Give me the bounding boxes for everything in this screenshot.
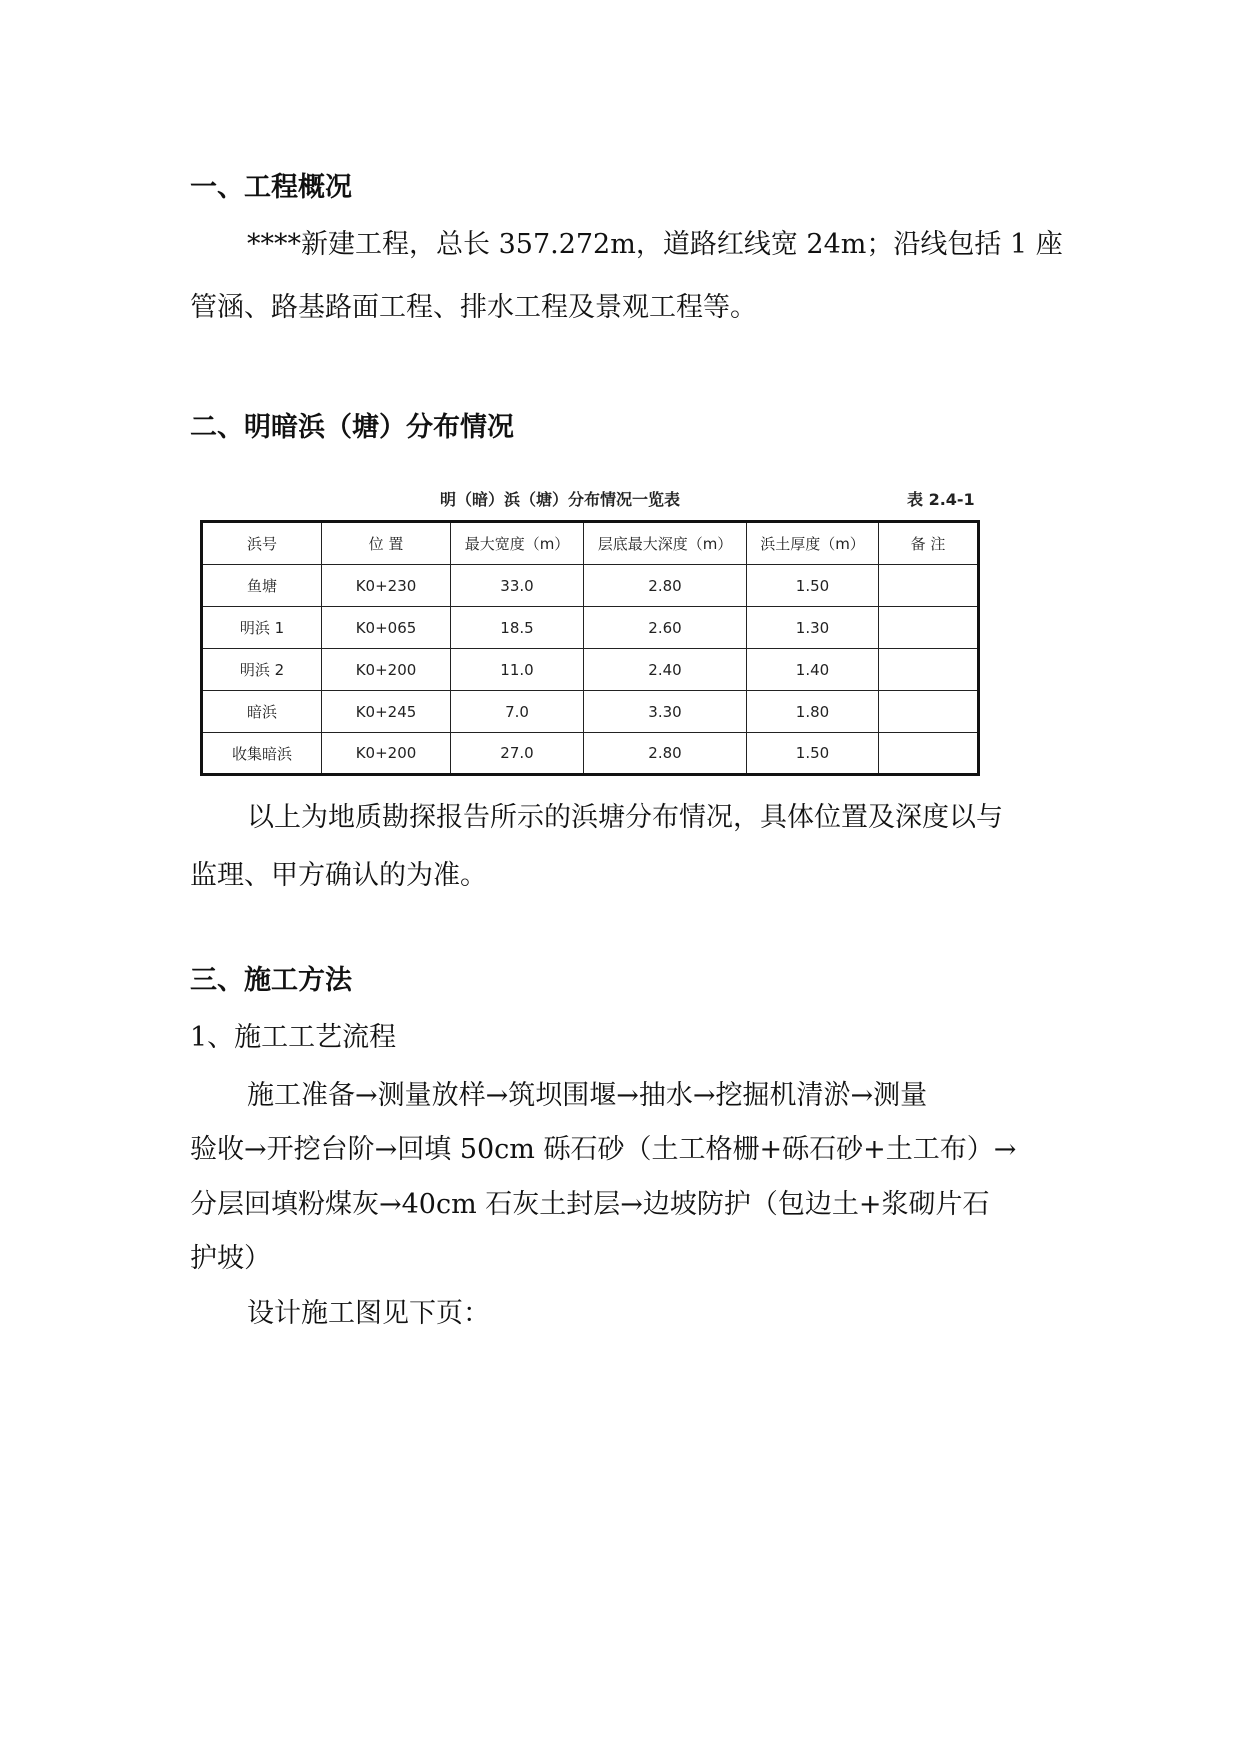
table-cell: 明浜 2 — [202, 649, 322, 691]
table-cell: 3.30 — [584, 691, 747, 733]
table-cell: 18.5 — [451, 607, 584, 649]
table-cell: K0+200 — [322, 733, 451, 775]
table-cell — [879, 691, 979, 733]
header-cell: 位 置 — [322, 522, 451, 565]
table-cell: 1.30 — [747, 607, 879, 649]
table-number: 表 2.4-1 — [907, 490, 975, 509]
section-heading-distribution: 二、明暗浜（塘）分布情况 — [190, 412, 514, 443]
header-cell: 层底最大深度（m） — [584, 522, 747, 565]
process-flow-line-3: 分层回填粉煤灰→40cm 石灰土封层→边坡防护（包边土+浆砌片石 — [190, 1189, 990, 1220]
table-cell: 2.40 — [584, 649, 747, 691]
distribution-table — [200, 520, 980, 776]
table-note-line-2: 监理、甲方确认的为准。 — [190, 860, 487, 891]
table-row — [202, 565, 979, 607]
table-cell — [879, 733, 979, 775]
table-cell: K0+230 — [322, 565, 451, 607]
table-note-line-1: 以上为地质勘探报告所示的浜塘分布情况，具体位置及深度以与 — [247, 802, 1003, 833]
table-cell — [879, 607, 979, 649]
table-cell: 暗浜 — [202, 691, 322, 733]
table-cell: K0+200 — [322, 649, 451, 691]
design-drawing-note: 设计施工图见下页： — [247, 1298, 490, 1329]
table-cell: 2.80 — [584, 733, 747, 775]
table-cell: 1.50 — [747, 565, 879, 607]
table-row — [202, 733, 979, 775]
table-cell: 11.0 — [451, 649, 584, 691]
table-cell: 1.40 — [747, 649, 879, 691]
section-heading-method: 三、施工方法 — [190, 965, 352, 996]
section-heading-overview: 一、工程概况 — [190, 172, 352, 203]
overview-line-1: ****新建工程，总长 357.272m，道路红线宽 24m；沿线包括 1 座 — [247, 229, 1063, 260]
table-cell: 33.0 — [451, 565, 584, 607]
table-row — [202, 649, 979, 691]
table-cell: 鱼塘 — [202, 565, 322, 607]
table-cell — [879, 649, 979, 691]
overview-line-2: 管涵、路基路面工程、排水工程及景观工程等。 — [190, 292, 757, 323]
subheading-process-flow: 1、施工工艺流程 — [190, 1022, 397, 1053]
table-row — [202, 607, 979, 649]
table-cell — [879, 565, 979, 607]
table-cell: 2.80 — [584, 565, 747, 607]
process-flow-line-1: 施工准备→测量放样→筑坝围堰→抽水→挖掘机清淤→测量 — [247, 1080, 928, 1111]
table-cell: 7.0 — [451, 691, 584, 733]
table-title: 明（暗）浜（塘）分布情况一览表 — [440, 490, 681, 509]
table-cell: 27.0 — [451, 733, 584, 775]
table-cell: 收集暗浜 — [202, 733, 322, 775]
header-cell: 备 注 — [879, 522, 979, 565]
table-cell: 明浜 1 — [202, 607, 322, 649]
header-cell: 浜号 — [202, 522, 322, 565]
table-cell: K0+245 — [322, 691, 451, 733]
header-cell: 最大宽度（m） — [451, 522, 584, 565]
process-flow-line-2: 验收→开挖台阶→回填 50cm 砾石砂（土工格栅+砾石砂+土工布）→ — [190, 1134, 1017, 1165]
table-cell: 1.80 — [747, 691, 879, 733]
table-row — [202, 691, 979, 733]
header-cell: 浜土厚度（m） — [747, 522, 879, 565]
process-flow-line-4: 护坡） — [190, 1243, 271, 1274]
table-cell: 2.60 — [584, 607, 747, 649]
table-cell: K0+065 — [322, 607, 451, 649]
table-cell: 1.50 — [747, 733, 879, 775]
table-header-row — [202, 522, 979, 565]
